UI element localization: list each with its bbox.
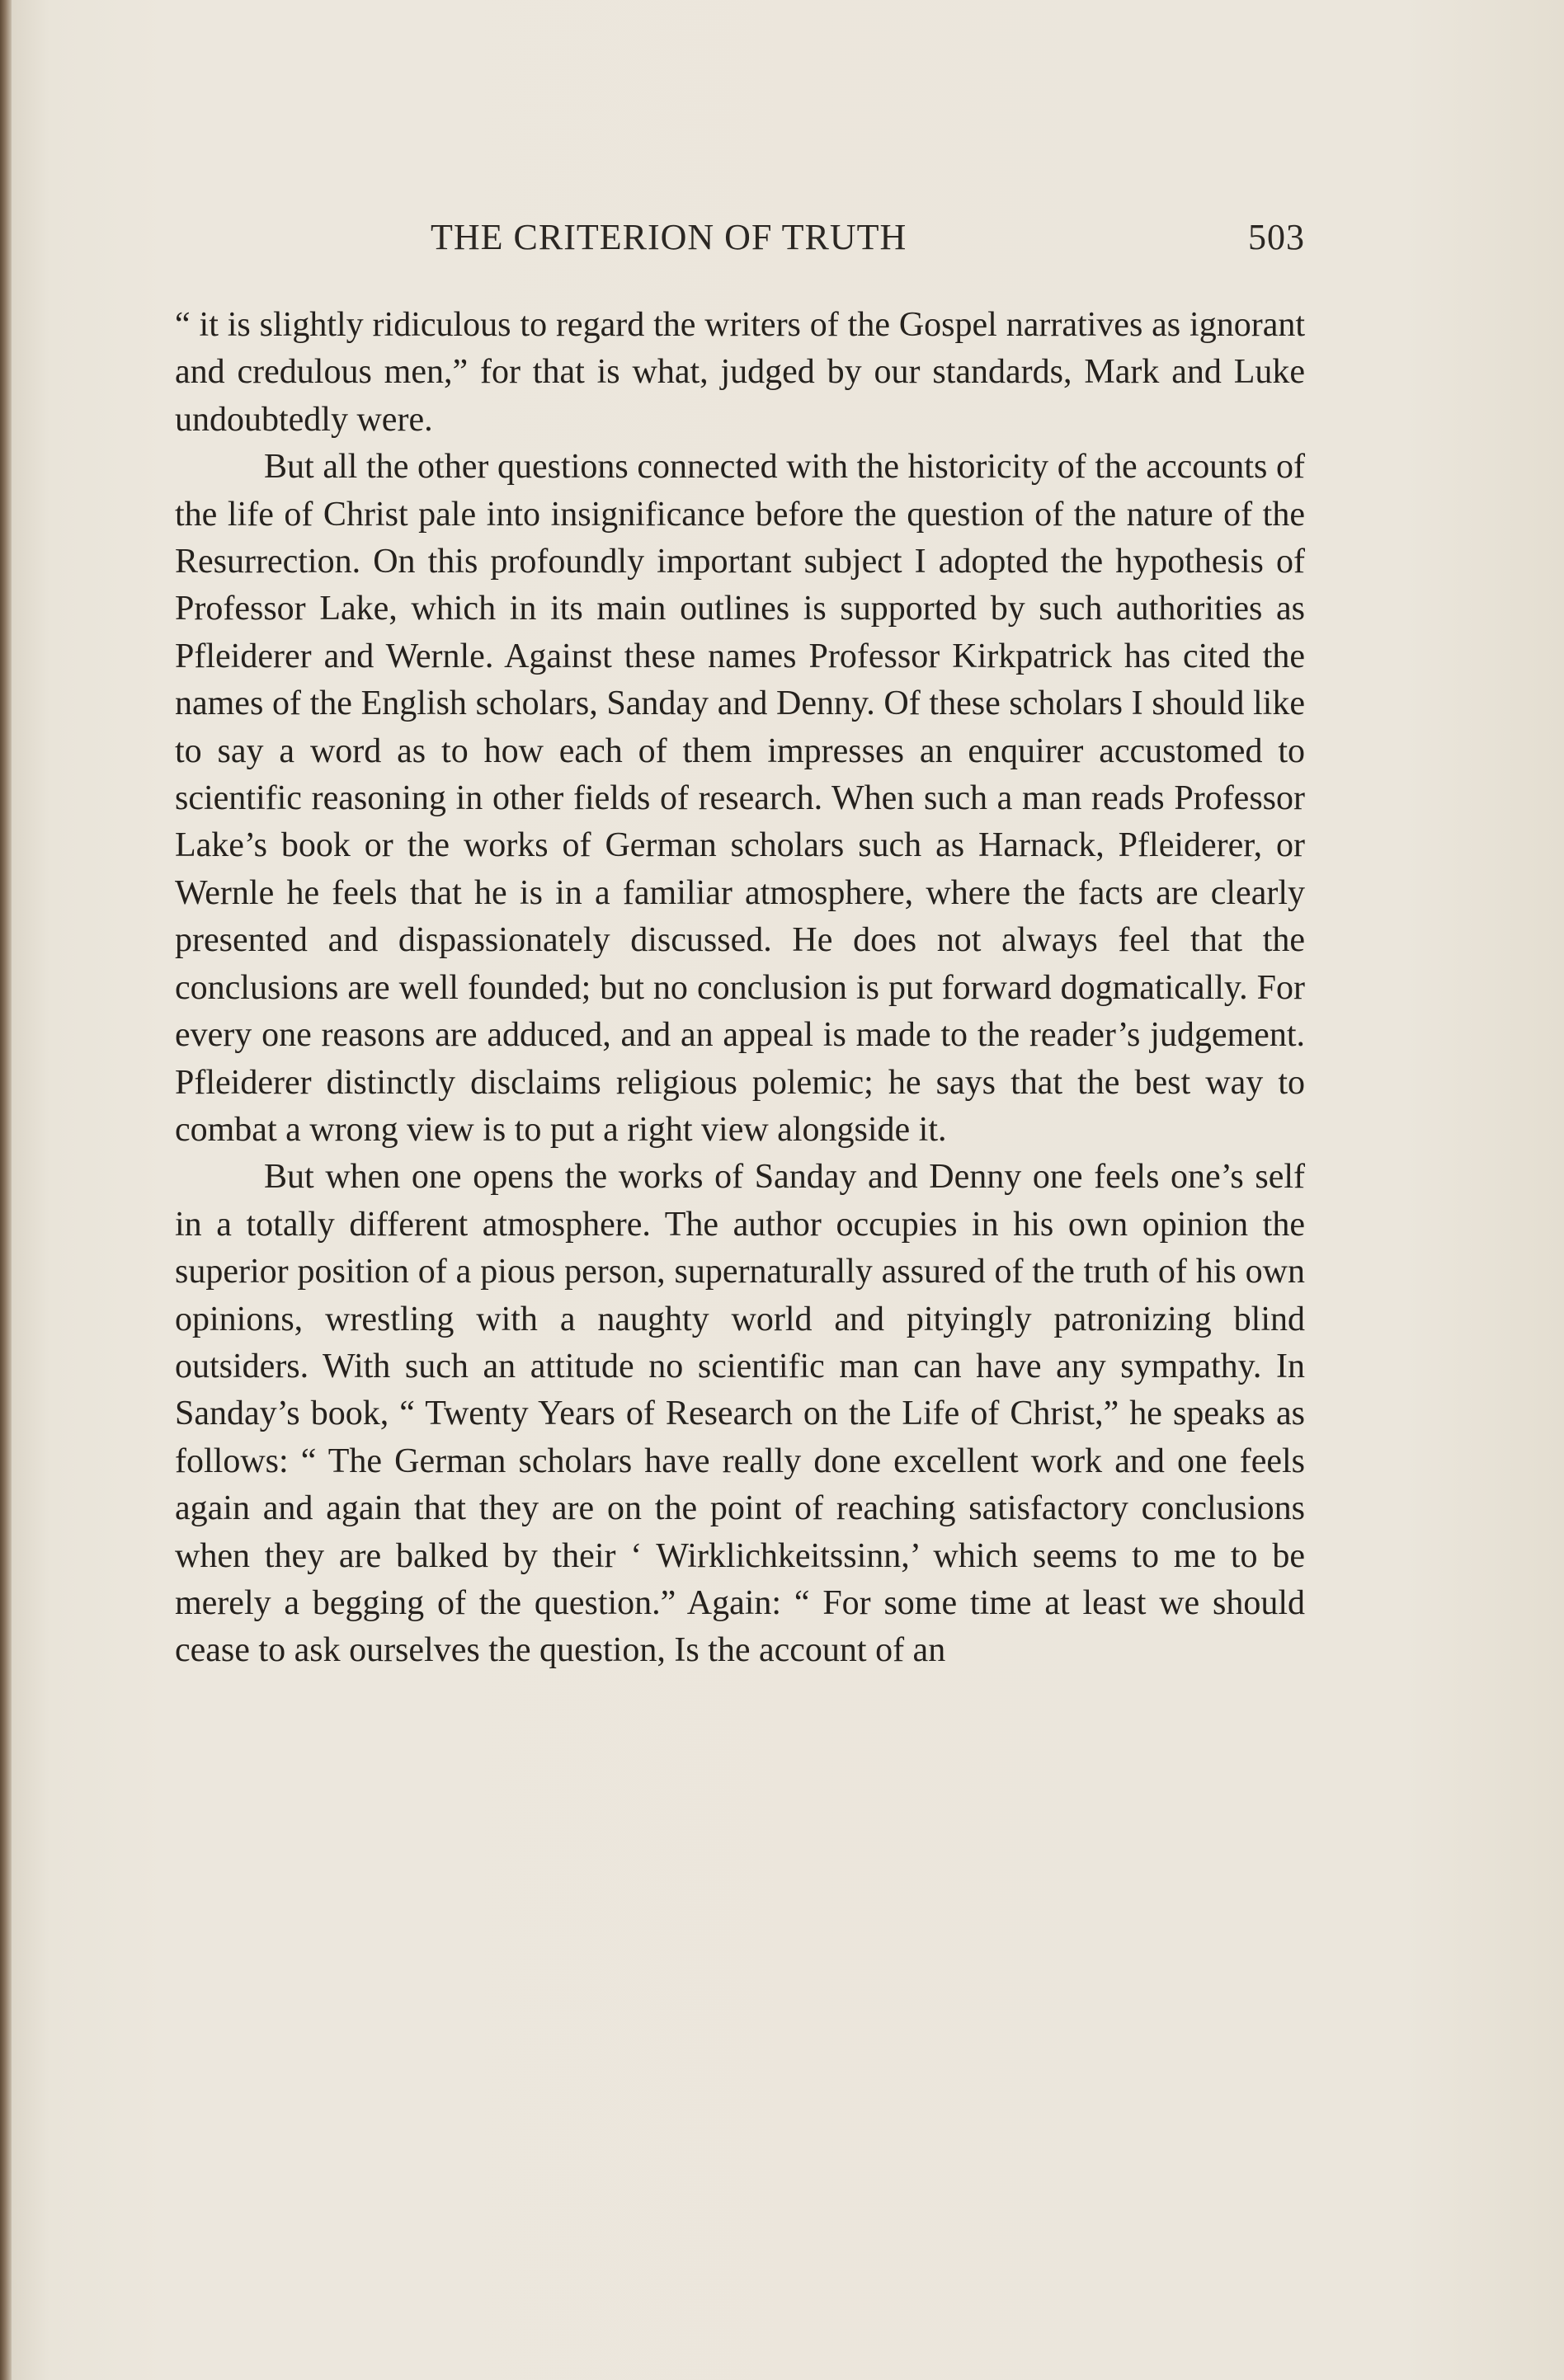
running-head xyxy=(175,216,1305,266)
body-text xyxy=(175,302,1305,1675)
book-spine-shadow xyxy=(0,0,12,2380)
page-number: 503 xyxy=(1248,217,1305,257)
paragraph: But all the other questions connected with the historicity of the accounts of the life of Christ pale into insignificance before the question of the nature of the Resurrection. On this profoundly important subject I adopted the hypothesis of Professor Lake, which in its main outlines is supported by such authorities as Pfleiderer and Wernle. Against these names Professor Kirkpatrick has cited the names of the English scholars, Sanday and Denny. Of these scholars I should like to say a word as to how each of them impresses an enquirer accustomed to scientific reasoning in other fields of research. When such a man reads Professor Lake’s book or the works of German scholars such as Harnack, Pfleiderer, or Wernle he feels that he is in a familiar atmosphere, where the facts are clearly presented and dispassionately discussed. He does not always feel that the conclusions are well founded; but no conclusion is put forward dogmatically. For every one reasons are adduced, and an appeal is made to the reader’s judgement. Pfleiderer distinctly disclaims religious polemic; he says that the best way to combat a wrong view is to put a right view alongside it. xyxy=(175,448,1305,1149)
paragraph-continued: “ it is slightly ridiculous to regard the writers of the Gospel narratives as ignorant and credulous men,” for that is what, judged by our standards, Mark and Luke undoubtedly were. xyxy=(175,306,1305,439)
paragraph: But when one opens the works of Sanday and Denny one feels one’s self in a totally different atmosphere. The author occupies in his own opinion the superior position of a pious person, supernaturally assured of the truth of his own opinions, wrestling with a naughty world and pityingly patronizing blind outsiders. With such an attitude no scientific man can have any sympathy. In Sanday’s book, “ Twenty Years of Research on the Life of Christ,” he speaks as follows: “ The German scholars have really done excellent work and one feels again and again that they are on the point of reaching satisfactory conclusions when they are balked by their ‘ Wirklichkeitssinn,’ which seems to me to be merely a begging of the question.” Again: “ For some time at least we should cease to ask ourselves the question, Is the account of an xyxy=(175,1158,1305,1670)
running-title: THE CRITERION OF TRUTH xyxy=(431,217,907,257)
